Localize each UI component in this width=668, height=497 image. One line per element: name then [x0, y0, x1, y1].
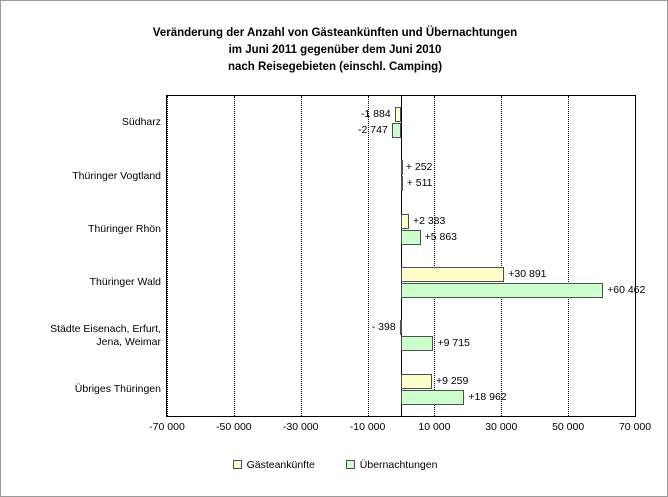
bar-value-label: +2 383 — [412, 214, 446, 227]
bar-value-label: -2 747 — [358, 124, 388, 136]
x-axis-tick-labels — [149, 421, 652, 441]
legend-swatch-icon — [233, 460, 242, 469]
category-label-line: Übriges Thüringen — [74, 382, 161, 395]
chart-title — [1, 25, 668, 76]
legend-swatch-icon — [346, 460, 355, 469]
x-tick-label: 50 000 — [552, 421, 585, 433]
x-tick-label: -70 000 — [149, 421, 185, 433]
bar — [392, 123, 401, 138]
bar-value-label: - 398 — [371, 321, 396, 334]
x-tick-label: -10 000 — [349, 421, 386, 433]
category-label — [3, 276, 161, 289]
bar-group — [167, 96, 635, 149]
chart-title-line: Veränderung der Anzahl von Gästeankünften und Übernachtungen — [152, 27, 518, 39]
category-label-line: Thüringer Rhön — [88, 222, 161, 235]
bar — [401, 230, 421, 245]
bar-value-label: + 511 — [406, 177, 433, 190]
bar — [401, 267, 504, 282]
bar-value-label: +9 715 — [437, 337, 470, 350]
bar-value-label: -1 884 — [360, 108, 391, 120]
category-label — [3, 323, 161, 349]
bar-value-label: +9 259 — [435, 374, 469, 387]
category-label — [3, 170, 161, 183]
x-tick-label: 70 000 — [618, 421, 652, 433]
bar — [395, 107, 401, 122]
bar-value-label: +60 462 — [607, 284, 646, 296]
x-tick-label: -50 000 — [216, 421, 252, 433]
legend-label: Übernachtungen — [359, 459, 438, 471]
category-label-line: Südharz — [121, 116, 161, 129]
x-tick-label: 10 000 — [418, 421, 451, 433]
category-label-line: Städte Eisenach, Erfurt, — [50, 323, 161, 335]
category-label-line: Jena, Weimar — [96, 336, 161, 348]
x-tick-label: -30 000 — [282, 421, 319, 433]
bar-group — [167, 149, 635, 202]
bar-group — [167, 256, 646, 309]
bar — [400, 320, 402, 335]
bar — [401, 336, 433, 351]
bar-value-label: + 252 — [405, 161, 433, 174]
category-label — [3, 116, 161, 129]
category-label-line: Thüringer Wald — [89, 276, 161, 289]
gridline — [635, 96, 636, 416]
category-label-line: Thüringer Vogtland — [72, 169, 161, 182]
plot-area — [166, 95, 646, 417]
bar — [401, 283, 603, 298]
category-label — [3, 223, 161, 236]
bar — [401, 214, 409, 229]
bar-group — [167, 203, 635, 256]
chart-title-line: im Juni 2011 gegenüber dem Juni 2010 — [228, 44, 442, 56]
bar-value-label: +30 891 — [508, 268, 547, 280]
bar — [401, 176, 403, 191]
bar — [401, 374, 432, 389]
chart-title-line: nach Reisegebieten (einschl. Camping) — [227, 61, 443, 73]
bar — [401, 160, 403, 175]
legend-label: Gästeankünfte — [246, 459, 315, 471]
category-label — [3, 383, 161, 396]
bar-value-label: +5 863 — [424, 230, 458, 243]
bar-value-label: +18 962 — [468, 390, 507, 403]
bar-group — [167, 363, 635, 416]
chart-legend — [1, 459, 668, 471]
bar — [401, 390, 464, 405]
legend-item-gaesteankuenfte — [233, 459, 315, 471]
category-axis — [1, 95, 161, 417]
bar-group — [167, 309, 635, 362]
legend-item-uebernachtungen — [346, 459, 438, 471]
x-tick-label: 30 000 — [485, 421, 518, 433]
